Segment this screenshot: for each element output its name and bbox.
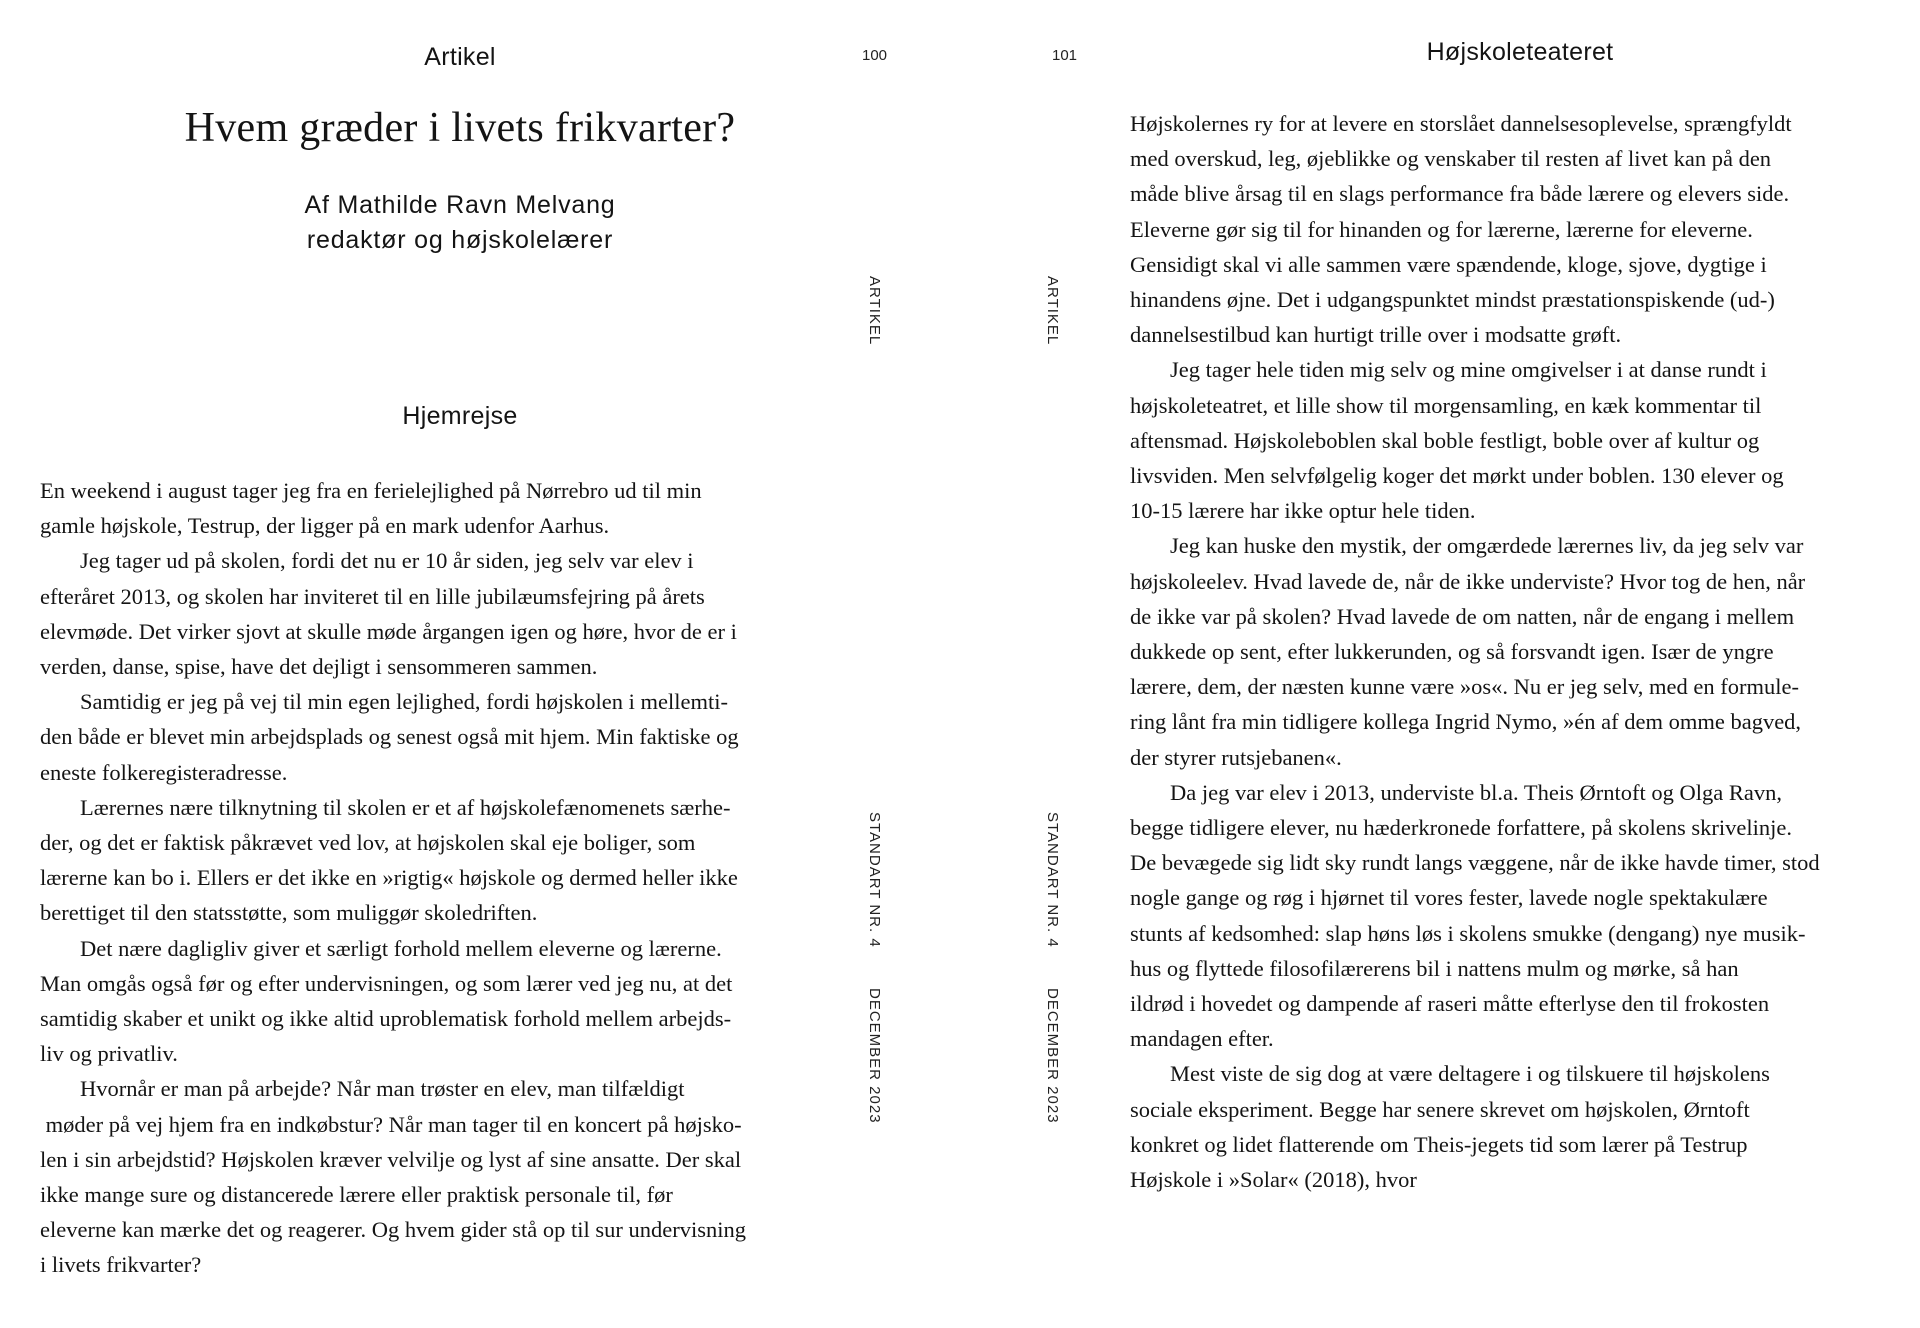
spine-date-left: DECEMBER 2023: [866, 988, 883, 1124]
text-line: den både er blevet min arbejdsplads og senest også mit hjem. Min faktiske og: [40, 724, 739, 750]
text-line: liv og privatliv.: [40, 1041, 178, 1067]
section-label-left: Artikel: [424, 43, 496, 71]
byline-role: redaktør og højskolelærer: [306, 226, 614, 254]
page-number-right: 101: [1052, 47, 1078, 64]
text-line: aftensmad. Højskoleboblen skal boble festligt, boble over af kultur og: [1130, 427, 1760, 453]
text-line: verden, danse, spise, have det dejligt i sensommeren sammen.: [40, 654, 598, 680]
text-line: Jeg tager hele tiden mig selv og mine omgivelser i at danse rundt i: [1170, 357, 1767, 383]
text-line: lærere, dem, der næsten kunne være »os«. Nu er jeg selv, med en formule-: [1130, 674, 1799, 700]
text-line: berettiget til den statsstøtte, som muliggør skoledriften.: [40, 900, 538, 926]
text-line: eleverne kan mærke det og reagerer. Og hvem gider stå op til sur undervisning: [40, 1217, 747, 1243]
text-line: samtidig skaber et unikt og ikke altid uproblematisk forhold mellem arbejds-: [40, 1006, 732, 1032]
article-title: Hvem græder i livets frikvarter?: [184, 105, 736, 151]
text-line: dukkede op sent, efter lukkerunden, og så forsvandt igen. Især de yngre: [1130, 639, 1774, 665]
byline-author: Af Mathilde Ravn Melvang: [304, 191, 616, 219]
text-line: sociale eksperiment. Begge har senere skrevet om højskolen, Ørntoft: [1130, 1096, 1750, 1122]
text-line: dannelsestilbud kan hurtigt trille over i modsatte grøft.: [1130, 322, 1622, 348]
text-line: 10-15 lærere har ikke optur hele tiden.: [1130, 498, 1476, 524]
text-line: lærerne kan bo i. Ellers er det ikke en »rigtig« højskole og dermed heller ikke: [40, 865, 738, 891]
text-line: nogle gange og røg i hjørnet til vores fester, lavede nogle spektakulære: [1130, 885, 1768, 911]
text-line: len i sin arbejdstid? Højskolen kræver velvilje og lyst af sine ansatte. Der skal: [40, 1146, 742, 1172]
text-line: De bevægede sig lidt sky rundt langs væggene, når de ikke havde timer, stod: [1130, 850, 1820, 876]
text-line: begge tidligere elever, nu hæderkronede forfattere, på skolens skrivelinje.: [1130, 815, 1792, 841]
byline: [40, 188, 880, 258]
text-line: mandagen efter.: [1130, 1026, 1274, 1052]
page-number-left: 100: [862, 47, 888, 64]
text-line: Lærernes nære tilknytning til skolen er et af højskolefænomenets særhe-: [80, 794, 731, 820]
text-line: højskoleelev. Hvad lavede de, når de ikke underviste? Hvor tog de hen, når: [1130, 568, 1806, 594]
left-body-text: [40, 473, 840, 1283]
text-line: måde blive årsag til en slags performance fra både lærere og elevers side.: [1130, 181, 1790, 207]
text-line: eneste folkeregisteradresse.: [40, 759, 288, 785]
text-line: stunts af kedsomhed: slap høns løs i skolens smukke (dengang) nye musik-: [1130, 920, 1806, 946]
text-line: Det nære dagligliv giver et særligt forhold mellem eleverne og lærerne.: [80, 935, 722, 961]
subheading: Hjemrejse: [402, 402, 518, 430]
spine-date-right: DECEMBER 2023: [1044, 988, 1061, 1124]
text-line: højskoleteatret, et lille show til morgensamling, en kæk kommentar til: [1130, 392, 1762, 418]
text-line: Højskolernes ry for at levere en storslået dannelsesoplevelse, sprængfyldt: [1130, 111, 1792, 136]
text-line: Man omgås også før og efter undervisningen, og som lærer ved jeg nu, at det: [40, 970, 733, 996]
spine-section-right: ARTIKEL: [1044, 276, 1061, 346]
text-line: Mest viste de sig dog at være deltagere i og tilskuere til højskolens: [1170, 1061, 1770, 1087]
text-line: Hvornår er man på arbejde? Når man trøster en elev, man tilfældigt: [80, 1076, 685, 1102]
text-line: Højskole i »Solar« (2018), hvor: [1130, 1167, 1417, 1193]
text-line: Da jeg var elev i 2013, underviste bl.a. Theis Ørntoft og Olga Ravn,: [1170, 779, 1782, 805]
text-line: efteråret 2013, og skolen har inviteret til en lille jubilæumsfejring på årets: [40, 583, 705, 609]
section-label-right: Højskoleteateret: [1426, 38, 1614, 66]
text-line: Eleverne gør sig til for hinanden og for lærerne, lærerne for eleverne.: [1130, 216, 1753, 242]
right-body-text: [1130, 106, 1900, 1197]
text-line: ring lånt fra min tidligere kollega Ingrid Nymo, »én af dem omme bagved,: [1130, 709, 1802, 735]
text-line: de ikke var på skolen? Hvad lavede de om natten, når de engang i mellem: [1130, 603, 1795, 629]
text-line: Jeg tager ud på skolen, fordi det nu er 10 år siden, jeg selv var elev i: [80, 548, 694, 574]
text-line: Samtidig er jeg på vej til min egen lejlighed, fordi højskolen i mellemti-: [80, 689, 728, 715]
text-line: elevmøde. Det virker sjovt at skulle møde årgangen igen og høre, hvor de er i: [40, 618, 737, 644]
text-line: konkret og lidet flatterende om Theis-jegets tid som lærer på Testrup: [1130, 1131, 1748, 1157]
text-line: gamle højskole, Testrup, der ligger på en mark udenfor Aarhus.: [40, 513, 610, 539]
text-line: Jeg kan huske den mystik, der omgærdede lærernes liv, da jeg selv var: [1170, 533, 1804, 559]
text-line: møder på vej hjem fra en indkøbstur? Når man tager til en koncert på højsko-: [40, 1111, 742, 1137]
text-line: hinandens øjne. Det i udgangspunktet mindst præstationspiskende (ud-): [1130, 287, 1775, 313]
spine-issue-left: STANDART NR. 4: [866, 812, 883, 948]
text-line: der styrer rutsjebanen«.: [1130, 744, 1342, 770]
spine-issue-right: STANDART NR. 4: [1044, 812, 1061, 948]
text-line: hus og flyttede filosofilærerens bil i nattens mulm og mørke, så han: [1130, 955, 1739, 981]
text-line: livsviden. Men selvfølgelig koger det mørkt under boblen. 130 elever og: [1130, 463, 1784, 489]
text-line: Gensidigt skal vi alle sammen være spændende, kloge, sjove, dygtige i: [1130, 251, 1767, 277]
text-line: i livets frikvarter?: [40, 1252, 202, 1278]
text-line: der, og det er faktisk påkrævet ved lov, at højskolen skal eje boliger, som: [40, 830, 696, 856]
text-line: ikke mange sure og distancerede lærere eller praktisk personale til, før: [40, 1182, 673, 1208]
spine-section-left: ARTIKEL: [866, 276, 883, 346]
text-line: En weekend i august tager jeg fra en ferielejlighed på Nørrebro ud til min: [40, 478, 702, 503]
text-line: med overskud, leg, øjeblikke og venskaber til resten af livet kan på den: [1130, 146, 1772, 172]
text-line: ildrød i hovedet og dampende af raseri måtte efterlyse den til frokosten: [1130, 991, 1770, 1017]
